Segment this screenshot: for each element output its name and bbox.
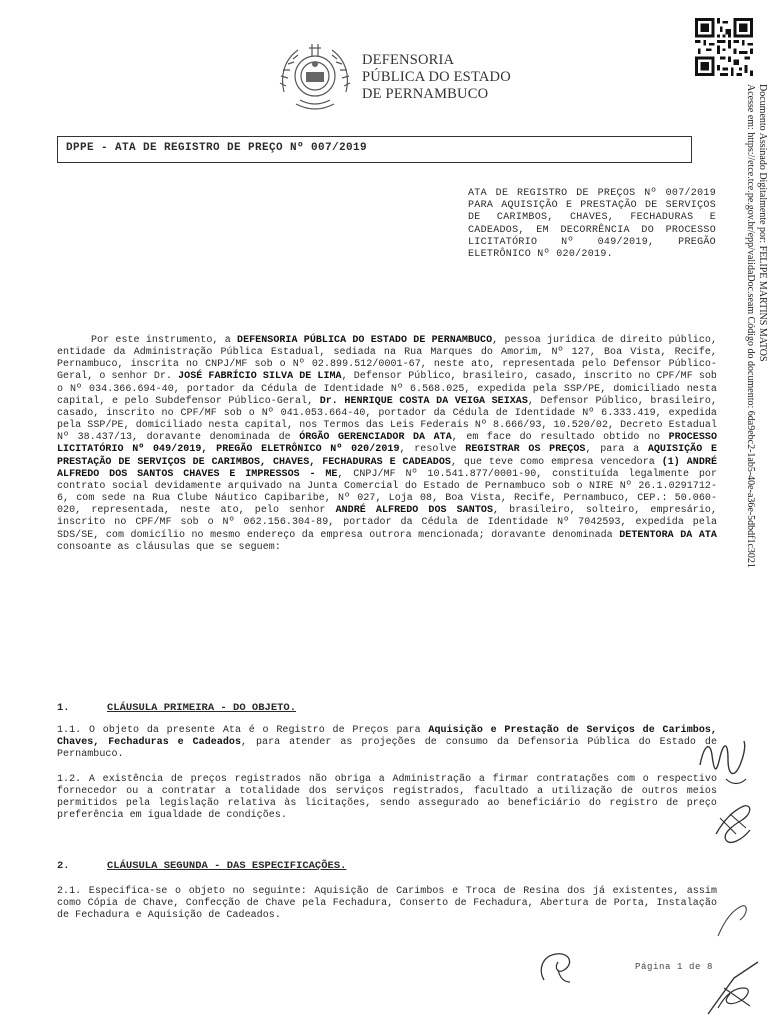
intro-bold: ANDRÉ ALFREDO DOS SANTOS xyxy=(335,505,493,517)
ata-summary: ATA DE REGISTRO DE PREÇOS Nº 007/2019 PARA AQUISIÇÃO E PRESTAÇÃO DE SERVIÇOS DE CARIMBOS, CHAVES, FECHADURAS E CADEADOS, EM DECORRÊNCIA DO PROCESSO LICITATÓRIO Nº 049/2019, PREGÃO ELETRÔNICO Nº 020/2019. xyxy=(468,188,716,261)
handwritten-signature-mark xyxy=(712,800,756,848)
clause-2-title: CLÁUSULA SEGUNDA - DAS ESPECIFICAÇÕES. xyxy=(107,860,347,872)
intro-bold: Dr. HENRIQUE COSTA DA VEIGA SEIXAS xyxy=(319,395,528,407)
clause-2-heading xyxy=(57,860,346,872)
letterhead-line-3: DE PERNAMBUCO xyxy=(362,86,489,102)
intro-bold: DETENTORA DA ATA xyxy=(619,529,717,541)
letterhead-line-2: PÚBLICA DO ESTADO xyxy=(362,69,511,85)
intro-bold: JOSÉ FABRÍCIO SILVA DE LIMA xyxy=(178,371,342,383)
intro-text: , em face do resultado obtido no xyxy=(451,432,669,444)
letterhead xyxy=(362,52,511,103)
letterhead-line-1: DEFENSORIA xyxy=(362,52,455,68)
intro-text: , pessoa jurídica de direito público, entidade da Administração Pública Estadual, sediada na Rua Marques do Amorim, Nº 127, Boa Vista, Recife, Pernambuco, inscrita no CNPJ/MF sob o Nº 02.899.512/0001-67, neste ato, representada pelo Defensor Público-Geral, o senhor Dr. xyxy=(57,335,718,383)
coat-of-arms-emblem xyxy=(276,40,354,118)
handwritten-mark xyxy=(712,900,752,944)
intro-bold: DEFENSORIA PÚBLICA DO ESTADO DE PERNAMBUCO xyxy=(237,335,493,346)
document-header-box xyxy=(57,136,692,163)
document-title: DPPE - ATA DE REGISTRO DE PREÇO Nº 007/2019 xyxy=(66,142,368,154)
signature-line-2: Acesse em: https://etce.tce.pe.gov.br/epp/validaDoc.seam Código do documento: 6da9ebc2-1ab5-40e-a36e-5dbdf1c3021 xyxy=(745,84,756,568)
intro-text: , brasileiro, solteiro, empresário, inscrito no CPF/MF sob o Nº 062.156.304-89, portador da Cédula de Identidade Nº 7042593, expedida pela SDS/SE, com domicílio no mesmo endereço da empresa outrora mencionada; doravante denominada xyxy=(57,505,717,541)
intro-paragraph xyxy=(57,335,717,554)
signature-line-1: Documento Assinado Digitalmente por: FELIPE MARTINS MATOS xyxy=(757,84,768,362)
clause-1-heading xyxy=(57,702,296,714)
intro-bold: PROCESSO LICITATÓRIO Nº 049/2019, PREGÃO ELETRÔNICO Nº 020/2019 xyxy=(57,432,718,456)
clause-text: 1.1. O objeto da presente Ata é o Registro de Preços para xyxy=(57,725,429,736)
clause-1-2-paragraph: 1.2. A existência de preços registrados não obriga a Administração a firmar contratações com o respectivo fornecedor ou a contratar a totalidade dos serviços registrados, facultado a utilização de outros meios permitidos pela legislação relativa às licitações, sendo assegurado ao beneficiário do registro de preço preferência em igualdade de condições. xyxy=(57,774,717,822)
intro-text: , Defensor Público, brasileiro, casado, inscrito no CPF/MF sob o Nº 041.053.664-40, portador da Cédula de Identidade Nº 6.333.419, expedida pela SSP/PE, domiciliado nesta capital, nos Termos das Leis Federais Nº 8.666/93, 10.520/02, Decreto Estadual Nº 38.437/13, doravante denominada de xyxy=(57,395,717,444)
clause-1-number: 1. xyxy=(57,702,70,714)
intro-text: , que teve como empresa vencedora xyxy=(450,456,662,468)
handwritten-initial-mark xyxy=(696,735,748,789)
intro-text: , CNPJ/MF Nº 10.541.877/0001-90, constituída legalmente por contrato social devidamente arquivado na Junta Comercial do Estado de Pernambuco sob o NIRE Nº 26.1.0291712-6, com sede na Rua Clube Náutico Capibaribe, Nº 027, Loja 08, Boa Vista, Recife, Pernambuco, CEP.: 50.060-020, representada, neste ato, pelo senhor xyxy=(57,468,718,517)
page-number: Página 1 de 8 xyxy=(635,962,714,972)
clause-1-1-paragraph xyxy=(57,725,717,761)
clause-1-title: CLÁUSULA PRIMEIRA - DO OBJETO. xyxy=(107,702,297,714)
intro-text: consoante as cláusulas que se seguem: xyxy=(57,541,281,553)
digital-signature-sidebar xyxy=(740,84,768,584)
intro-bold: (1) ANDRÉ ALFREDO DOS SANTOS CHAVES E IMPRESSOS - ME xyxy=(57,456,717,480)
intro-bold: REGISTRAR OS PREÇOS xyxy=(465,444,586,456)
clause-2-1-paragraph: 2.1. Especifica-se o objeto no seguinte: Aquisição de Carimbos e Troca de Resina dos já existentes, assim como Cópia de Chave, Confecção de Chave pela Fechadura, Conserto de Fechadura, Abertura de Porta, Instalação de Fechadura e Aquisição de Cadeados. xyxy=(57,886,717,922)
intro-text: Por este instrumento, a xyxy=(91,335,238,346)
intro-text: , Defensor Público, brasileiro, casado, inscrito no CPF/MF sob o Nº 034.366.694-40, portador da Cédula de Identidade Nº 6.568.025, expedida pela SSP/PE, domiciliado nesta capital, e pelo Subdefensor Público-Geral, xyxy=(57,371,717,407)
intro-text: , para a xyxy=(585,444,648,456)
qr-code xyxy=(694,18,754,76)
handwritten-initial-p xyxy=(534,948,584,988)
clause-2-number: 2. xyxy=(57,860,70,872)
intro-bold: ÓRGÃO GERENCIADOR DA ATA xyxy=(299,432,452,444)
intro-text: , resolve xyxy=(399,444,466,456)
clause-text: , para atender as projeções de consumo da Defensoria Pública do Estado de Pernambuco. xyxy=(57,737,717,761)
intro-bold: AQUISIÇÃO E PRESTAÇÃO DE SERVIÇOS DE CARIMBOS, CHAVES, FECHADURAS E CADEADOS xyxy=(57,444,717,468)
handwritten-signature-mark xyxy=(704,958,762,1018)
clause-bold: Aquisição e Prestação de Serviços de Carimbos, Chaves, Fechaduras e Cadeados xyxy=(57,725,717,749)
